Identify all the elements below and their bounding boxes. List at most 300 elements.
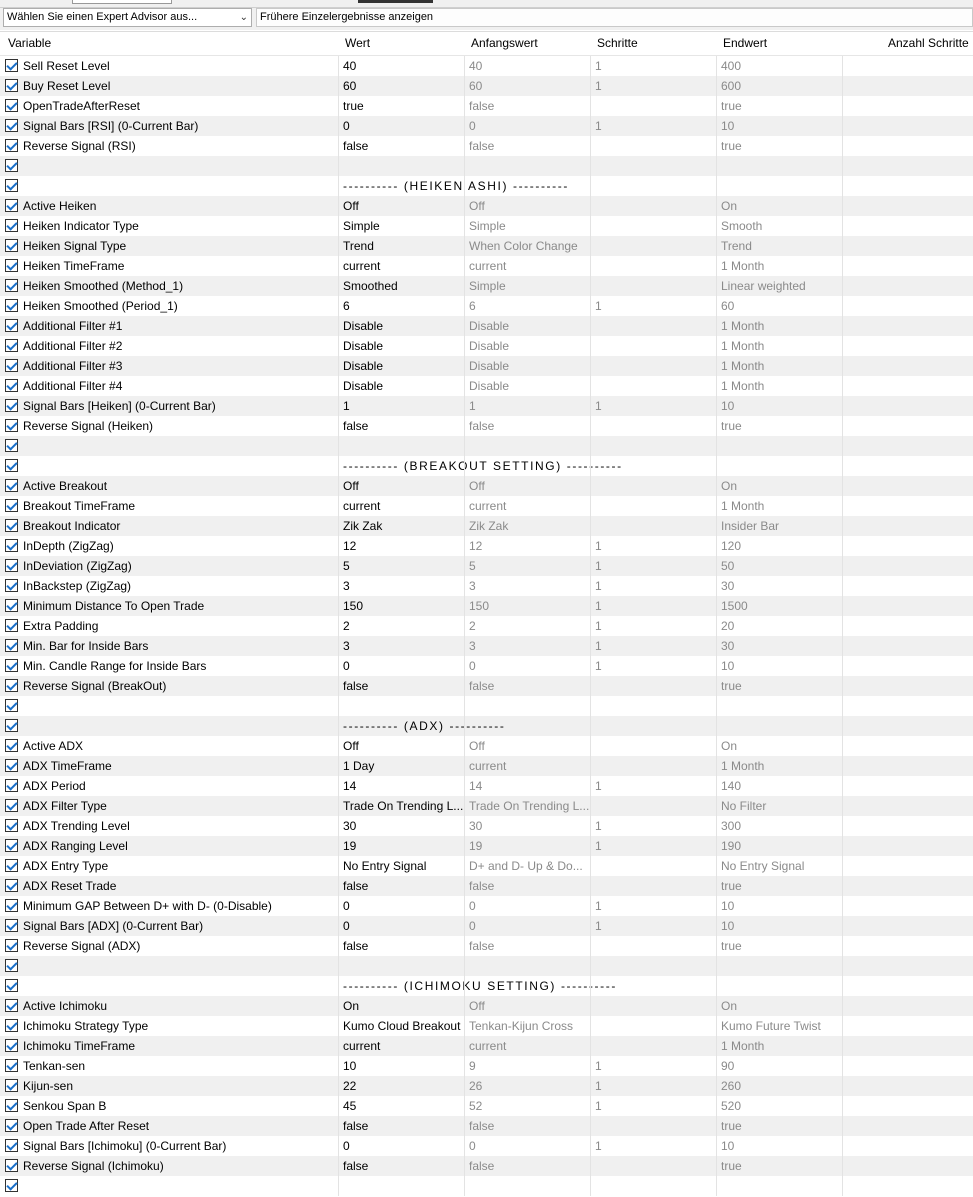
table-row[interactable] [0, 796, 973, 816]
start-value-cell[interactable]: 150 [464, 596, 590, 616]
start-value-cell[interactable]: When Color Change [464, 236, 590, 256]
value-cell[interactable]: No Entry Signal [338, 856, 464, 876]
step-cell[interactable] [590, 356, 716, 376]
start-value-cell[interactable]: current [464, 496, 590, 516]
table-row[interactable] [0, 676, 973, 696]
table-row[interactable] [0, 716, 973, 736]
column-header-schritte[interactable]: Schritte [597, 36, 638, 50]
step-cell[interactable]: 1 [590, 296, 716, 316]
start-value-cell[interactable]: 6 [464, 296, 590, 316]
end-value-cell[interactable]: 20 [716, 616, 842, 636]
step-cell[interactable]: 1 [590, 396, 716, 416]
column-header-wert[interactable]: Wert [345, 36, 371, 50]
end-value-cell[interactable]: 300 [716, 816, 842, 836]
end-value-cell[interactable]: true [716, 676, 842, 696]
table-row[interactable] [0, 1036, 973, 1056]
value-cell[interactable]: 6 [338, 296, 464, 316]
table-row[interactable] [0, 536, 973, 556]
end-value-cell[interactable]: 1 Month [716, 496, 842, 516]
end-value-cell[interactable]: 400 [716, 56, 842, 76]
step-cell[interactable] [590, 476, 716, 496]
value-cell[interactable]: Trend [338, 236, 464, 256]
table-row[interactable] [0, 996, 973, 1016]
step-cell[interactable] [590, 796, 716, 816]
table-row[interactable] [0, 436, 973, 456]
start-value-cell[interactable]: current [464, 756, 590, 776]
end-value-cell[interactable]: 1 Month [716, 336, 842, 356]
start-value-cell[interactable] [464, 716, 590, 736]
step-cell[interactable]: 1 [590, 596, 716, 616]
start-value-cell[interactable]: Tenkan-Kijun Cross [464, 1016, 590, 1036]
step-cell[interactable] [590, 96, 716, 116]
end-value-cell[interactable]: 10 [716, 916, 842, 936]
end-value-cell[interactable]: Kumo Future Twist [716, 1016, 842, 1036]
end-value-cell[interactable]: 90 [716, 1056, 842, 1076]
start-value-cell[interactable]: 12 [464, 536, 590, 556]
chevron-down-icon[interactable]: ⌄ [239, 12, 248, 23]
value-cell[interactable]: Disable [338, 356, 464, 376]
start-value-cell[interactable]: 9 [464, 1056, 590, 1076]
start-value-cell[interactable]: Disable [464, 336, 590, 356]
start-value-cell[interactable]: current [464, 1036, 590, 1056]
step-cell[interactable] [590, 696, 716, 716]
end-value-cell[interactable]: 1 Month [716, 1036, 842, 1056]
value-cell[interactable]: 150 [338, 596, 464, 616]
table-row[interactable] [0, 176, 973, 196]
start-value-cell[interactable]: false [464, 876, 590, 896]
table-row[interactable] [0, 336, 973, 356]
table-row[interactable] [0, 696, 973, 716]
expert-advisor-select[interactable] [3, 8, 252, 27]
start-value-cell[interactable]: Off [464, 736, 590, 756]
table-row[interactable] [0, 1116, 973, 1136]
start-value-cell[interactable] [464, 956, 590, 976]
table-row[interactable] [0, 956, 973, 976]
value-cell[interactable]: 22 [338, 1076, 464, 1096]
end-value-cell[interactable]: true [716, 876, 842, 896]
step-cell[interactable]: 1 [590, 56, 716, 76]
variable-cell: ADX Reset Trade [23, 879, 117, 893]
step-cell[interactable] [590, 196, 716, 216]
value-cell[interactable]: false [338, 136, 464, 156]
step-cell[interactable] [590, 516, 716, 536]
start-value-cell[interactable] [464, 456, 590, 476]
table-row[interactable] [0, 896, 973, 916]
value-cell[interactable]: 0 [338, 116, 464, 136]
step-cell[interactable] [590, 436, 716, 456]
step-cell[interactable] [590, 756, 716, 776]
value-cell[interactable]: Smoothed [338, 276, 464, 296]
value-cell[interactable]: 14 [338, 776, 464, 796]
column-header-endwert[interactable]: Endwert [723, 36, 768, 50]
value-cell[interactable]: ---------- (ICHIMOKU SETTING) ---------- [338, 976, 464, 996]
end-value-cell[interactable]: true [716, 1116, 842, 1136]
end-value-cell[interactable]: 1 Month [716, 316, 842, 336]
step-cell[interactable] [590, 256, 716, 276]
start-value-cell[interactable] [464, 176, 590, 196]
end-value-cell[interactable]: true [716, 936, 842, 956]
table-row[interactable] [0, 576, 973, 596]
end-value-cell[interactable]: On [716, 736, 842, 756]
table-row[interactable] [0, 976, 973, 996]
step-cell[interactable]: 1 [590, 656, 716, 676]
end-value-cell[interactable]: 1500 [716, 596, 842, 616]
end-value-cell[interactable] [716, 976, 842, 996]
value-cell[interactable]: false [338, 1156, 464, 1176]
end-value-cell[interactable]: 10 [716, 116, 842, 136]
step-cell[interactable] [590, 1036, 716, 1056]
value-cell[interactable]: Off [338, 196, 464, 216]
step-cell[interactable] [590, 456, 716, 476]
column-header-anzahl-schritte[interactable]: Anzahl Schritte [888, 36, 969, 50]
start-value-cell[interactable]: false [464, 1116, 590, 1136]
step-cell[interactable] [590, 216, 716, 236]
value-cell[interactable] [338, 956, 464, 976]
table-row[interactable] [0, 476, 973, 496]
value-cell[interactable]: 1 Day [338, 756, 464, 776]
step-cell[interactable] [590, 1016, 716, 1036]
end-value-cell[interactable] [716, 176, 842, 196]
value-cell[interactable]: current [338, 256, 464, 276]
start-value-cell[interactable]: 3 [464, 636, 590, 656]
table-row[interactable] [0, 56, 973, 76]
end-value-cell[interactable]: On [716, 476, 842, 496]
value-cell[interactable] [338, 1176, 464, 1196]
start-value-cell[interactable]: Simple [464, 276, 590, 296]
end-value-cell[interactable]: Trend [716, 236, 842, 256]
end-value-cell[interactable]: 1 Month [716, 376, 842, 396]
table-row[interactable] [0, 736, 973, 756]
step-count-cell [842, 916, 973, 936]
table-row[interactable] [0, 656, 973, 676]
table-row[interactable] [0, 936, 973, 956]
step-cell[interactable] [590, 996, 716, 1016]
start-value-cell[interactable]: Off [464, 996, 590, 1016]
table-row[interactable] [0, 876, 973, 896]
table-row[interactable] [0, 256, 973, 276]
value-cell[interactable] [338, 156, 464, 176]
value-cell[interactable]: 0 [338, 1136, 464, 1156]
value-cell[interactable]: ---------- (ADX) ---------- [338, 716, 464, 736]
value-cell[interactable]: 3 [338, 636, 464, 656]
value-cell[interactable]: Off [338, 736, 464, 756]
table-row[interactable] [0, 296, 973, 316]
value-cell[interactable]: 40 [338, 56, 464, 76]
end-value-cell[interactable]: true [716, 416, 842, 436]
table-row[interactable] [0, 316, 973, 336]
step-cell[interactable]: 1 [590, 1136, 716, 1156]
table-row[interactable] [0, 816, 973, 836]
end-value-cell[interactable]: 520 [716, 1096, 842, 1116]
value-cell[interactable]: true [338, 96, 464, 116]
start-value-cell[interactable]: false [464, 936, 590, 956]
step-cell[interactable] [590, 416, 716, 436]
value-cell[interactable]: 1 [338, 396, 464, 416]
start-value-cell[interactable]: false [464, 136, 590, 156]
value-cell[interactable]: 3 [338, 576, 464, 596]
value-cell[interactable]: false [338, 936, 464, 956]
start-value-cell[interactable]: Disable [464, 316, 590, 336]
end-value-cell[interactable]: 120 [716, 536, 842, 556]
end-value-cell[interactable]: 30 [716, 576, 842, 596]
table-row[interactable] [0, 1016, 973, 1036]
value-cell[interactable]: current [338, 1036, 464, 1056]
table-row[interactable] [0, 856, 973, 876]
table-row[interactable] [0, 96, 973, 116]
end-value-cell[interactable] [716, 716, 842, 736]
step-cell[interactable]: 1 [590, 1076, 716, 1096]
previous-results-button[interactable]: Frühere Einzelergebnisse anzeigen [256, 8, 973, 27]
start-value-cell[interactable]: false [464, 676, 590, 696]
start-value-cell[interactable]: Disable [464, 376, 590, 396]
start-value-cell[interactable] [464, 696, 590, 716]
end-value-cell[interactable]: Smooth [716, 216, 842, 236]
step-cell[interactable]: 1 [590, 1056, 716, 1076]
step-cell[interactable] [590, 856, 716, 876]
start-value-cell[interactable]: 30 [464, 816, 590, 836]
start-value-cell[interactable]: Simple [464, 216, 590, 236]
table-row[interactable] [0, 1096, 973, 1116]
step-cell[interactable]: 1 [590, 836, 716, 856]
end-value-cell[interactable]: 50 [716, 556, 842, 576]
step-cell[interactable] [590, 876, 716, 896]
step-cell[interactable] [590, 976, 716, 996]
step-cell[interactable] [590, 716, 716, 736]
value-cell[interactable]: Simple [338, 216, 464, 236]
start-value-cell[interactable]: Off [464, 196, 590, 216]
step-cell[interactable]: 1 [590, 636, 716, 656]
value-cell[interactable]: 60 [338, 76, 464, 96]
value-cell[interactable]: 0 [338, 916, 464, 936]
start-value-cell[interactable]: 0 [464, 1136, 590, 1156]
value-cell[interactable]: Disable [338, 376, 464, 396]
start-value-cell[interactable]: false [464, 96, 590, 116]
table-row[interactable] [0, 1136, 973, 1156]
value-cell[interactable]: 10 [338, 1056, 464, 1076]
end-value-cell[interactable]: 10 [716, 896, 842, 916]
variable-cell [0, 156, 338, 176]
step-cell[interactable]: 1 [590, 556, 716, 576]
step-cell[interactable]: 1 [590, 916, 716, 936]
start-value-cell[interactable]: 3 [464, 576, 590, 596]
step-cell[interactable] [590, 276, 716, 296]
start-value-cell[interactable]: 60 [464, 76, 590, 96]
value-cell[interactable]: 5 [338, 556, 464, 576]
end-value-cell[interactable] [716, 456, 842, 476]
start-value-cell[interactable]: 0 [464, 896, 590, 916]
value-cell[interactable]: 30 [338, 816, 464, 836]
start-value-cell[interactable]: D+ and D- Up & Do... [464, 856, 590, 876]
step-cell[interactable] [590, 676, 716, 696]
value-cell[interactable]: Trade On Trending L... [338, 796, 464, 816]
table-row[interactable] [0, 416, 973, 436]
step-cell[interactable] [590, 176, 716, 196]
start-value-cell[interactable]: Disable [464, 356, 590, 376]
value-cell[interactable]: 19 [338, 836, 464, 856]
step-cell[interactable]: 1 [590, 816, 716, 836]
end-value-cell[interactable] [716, 436, 842, 456]
end-value-cell[interactable]: Linear weighted [716, 276, 842, 296]
step-cell[interactable]: 1 [590, 616, 716, 636]
start-value-cell[interactable]: 1 [464, 396, 590, 416]
start-value-cell[interactable]: 19 [464, 836, 590, 856]
step-count-cell [842, 296, 973, 316]
table-row[interactable] [0, 236, 973, 256]
value-cell[interactable]: 0 [338, 656, 464, 676]
table-row[interactable] [0, 136, 973, 156]
end-value-cell[interactable]: On [716, 196, 842, 216]
step-cell[interactable] [590, 936, 716, 956]
value-cell[interactable]: false [338, 876, 464, 896]
start-value-cell[interactable]: 0 [464, 656, 590, 676]
step-cell[interactable]: 1 [590, 116, 716, 136]
table-row[interactable] [0, 356, 973, 376]
end-value-cell[interactable]: true [716, 136, 842, 156]
start-value-cell[interactable]: 0 [464, 916, 590, 936]
table-row[interactable] [0, 376, 973, 396]
step-cell[interactable]: 1 [590, 1096, 716, 1116]
value-cell[interactable]: Disable [338, 336, 464, 356]
end-value-cell[interactable]: 260 [716, 1076, 842, 1096]
value-cell[interactable]: Off [338, 476, 464, 496]
table-row[interactable] [0, 396, 973, 416]
end-value-cell[interactable]: 140 [716, 776, 842, 796]
start-value-cell[interactable] [464, 1176, 590, 1196]
table-row[interactable] [0, 1076, 973, 1096]
step-cell[interactable] [590, 1156, 716, 1176]
value-cell[interactable]: Disable [338, 316, 464, 336]
table-row[interactable] [0, 636, 973, 656]
value-cell[interactable]: Zik Zak [338, 516, 464, 536]
table-row[interactable] [0, 276, 973, 296]
value-cell[interactable]: false [338, 676, 464, 696]
end-value-cell[interactable] [716, 156, 842, 176]
start-value-cell[interactable]: 5 [464, 556, 590, 576]
table-row[interactable] [0, 616, 973, 636]
end-value-cell[interactable]: 10 [716, 396, 842, 416]
start-value-cell[interactable]: false [464, 1156, 590, 1176]
step-cell[interactable] [590, 236, 716, 256]
step-cell[interactable] [590, 736, 716, 756]
end-value-cell[interactable]: 600 [716, 76, 842, 96]
step-count-cell [842, 776, 973, 796]
start-value-cell[interactable]: Off [464, 476, 590, 496]
step-cell[interactable] [590, 316, 716, 336]
step-cell[interactable] [590, 1176, 716, 1196]
end-value-cell[interactable] [716, 956, 842, 976]
step-count-cell [842, 696, 973, 716]
end-value-cell[interactable]: No Filter [716, 796, 842, 816]
step-cell[interactable] [590, 956, 716, 976]
value-cell[interactable] [338, 696, 464, 716]
step-cell[interactable]: 1 [590, 536, 716, 556]
end-value-cell[interactable]: 10 [716, 656, 842, 676]
start-value-cell[interactable]: Trade On Trending L... [464, 796, 590, 816]
end-value-cell[interactable]: true [716, 1156, 842, 1176]
value-cell[interactable]: current [338, 496, 464, 516]
value-cell[interactable]: false [338, 1116, 464, 1136]
table-row[interactable] [0, 196, 973, 216]
start-value-cell[interactable] [464, 436, 590, 456]
value-cell[interactable]: false [338, 416, 464, 436]
end-value-cell[interactable]: 190 [716, 836, 842, 856]
value-cell[interactable]: 12 [338, 536, 464, 556]
start-value-cell[interactable]: 0 [464, 116, 590, 136]
step-cell[interactable] [590, 376, 716, 396]
table-row[interactable] [0, 1156, 973, 1176]
start-value-cell[interactable]: 26 [464, 1076, 590, 1096]
start-value-cell[interactable]: 2 [464, 616, 590, 636]
end-value-cell[interactable] [716, 1176, 842, 1196]
start-value-cell[interactable]: false [464, 416, 590, 436]
table-row[interactable] [0, 156, 973, 176]
table-row[interactable] [0, 916, 973, 936]
end-value-cell[interactable] [716, 696, 842, 716]
value-cell[interactable]: ---------- (HEIKEN ASHI) ---------- [338, 176, 464, 196]
table-row[interactable] [0, 216, 973, 236]
step-cell[interactable]: 1 [590, 76, 716, 96]
end-value-cell[interactable]: 60 [716, 296, 842, 316]
end-value-cell[interactable]: On [716, 996, 842, 1016]
start-value-cell[interactable]: 14 [464, 776, 590, 796]
table-row[interactable] [0, 456, 973, 476]
end-value-cell[interactable]: 1 Month [716, 256, 842, 276]
table-row[interactable] [0, 496, 973, 516]
end-value-cell[interactable]: No Entry Signal [716, 856, 842, 876]
end-value-cell[interactable]: 30 [716, 636, 842, 656]
value-cell[interactable]: 0 [338, 896, 464, 916]
end-value-cell[interactable]: 10 [716, 1136, 842, 1156]
table-row[interactable] [0, 596, 973, 616]
table-row[interactable] [0, 516, 973, 536]
value-cell[interactable]: On [338, 996, 464, 1016]
step-cell[interactable] [590, 156, 716, 176]
step-cell[interactable] [590, 336, 716, 356]
end-value-cell[interactable]: Insider Bar [716, 516, 842, 536]
value-cell[interactable]: ---------- (BREAKOUT SETTING) ---------- [338, 456, 464, 476]
start-value-cell[interactable]: Zik Zak [464, 516, 590, 536]
end-value-cell[interactable]: 1 Month [716, 356, 842, 376]
table-row[interactable] [0, 76, 973, 96]
table-row[interactable] [0, 776, 973, 796]
value-cell[interactable]: 2 [338, 616, 464, 636]
table-row[interactable] [0, 756, 973, 776]
step-cell[interactable]: 1 [590, 576, 716, 596]
table-row[interactable] [0, 556, 973, 576]
start-value-cell[interactable]: current [464, 256, 590, 276]
end-value-cell[interactable]: true [716, 96, 842, 116]
step-cell[interactable] [590, 496, 716, 516]
step-cell[interactable] [590, 136, 716, 156]
column-header-anfangswert[interactable]: Anfangswert [471, 36, 538, 50]
column-header-variable[interactable]: Variable [8, 36, 52, 50]
start-value-cell[interactable]: 40 [464, 56, 590, 76]
start-value-cell[interactable] [464, 976, 590, 996]
step-cell[interactable]: 1 [590, 896, 716, 916]
table-row[interactable] [0, 1056, 973, 1076]
start-value-cell[interactable] [464, 156, 590, 176]
value-cell[interactable]: Kumo Cloud Breakout [338, 1016, 464, 1036]
value-cell[interactable] [338, 436, 464, 456]
start-value-cell[interactable]: 52 [464, 1096, 590, 1116]
step-cell[interactable]: 1 [590, 776, 716, 796]
table-row[interactable] [0, 116, 973, 136]
table-row[interactable] [0, 836, 973, 856]
end-value-cell[interactable]: 1 Month [716, 756, 842, 776]
value-cell[interactable]: 45 [338, 1096, 464, 1116]
step-cell[interactable] [590, 1116, 716, 1136]
table-row[interactable] [0, 1176, 973, 1196]
